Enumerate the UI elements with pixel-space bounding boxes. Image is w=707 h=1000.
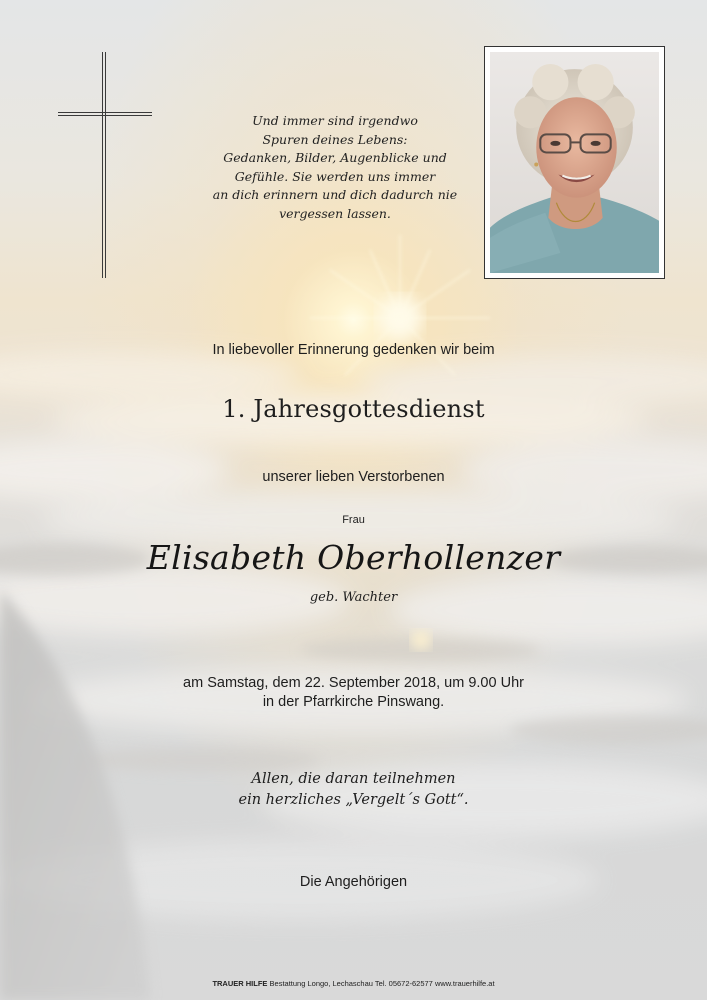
poem-line: Spuren deines Lebens: <box>262 131 408 147</box>
portrait-photo <box>490 52 659 273</box>
memorial-intro: In liebevoller Erinnerung gedenken wir beim <box>212 342 495 358</box>
maiden-name: geb. Wachter <box>309 590 398 605</box>
footer-brand: TRAUER HILFE <box>212 979 268 988</box>
service-title: 1. Jahresgottesdienst <box>222 395 485 423</box>
footer <box>0 979 707 988</box>
service-place: in der Pfarrkirche Pinswang. <box>262 694 445 710</box>
signed-by: Die Angehörigen <box>299 874 408 890</box>
service-date: am Samstag, dem 22. September 2018, um 9.00 Uhr <box>183 675 524 691</box>
thanks-line-2: ein herzliches „Vergelt´s Gott“. <box>238 792 469 808</box>
deceased-name: Elisabeth Oberhollenzer <box>146 538 561 577</box>
memorial-poem <box>190 112 480 223</box>
footer-details: Bestattung Longo, Lechaschau Tel. 05672-62577 www.trauerhilfe.at <box>269 979 495 988</box>
poem-line: Gedanken, Bilder, Augenblicke und <box>223 150 447 165</box>
cross-icon <box>58 52 152 278</box>
poem-line: an dich erinnern und dich dadurch nie <box>212 187 458 202</box>
beloved-line: unserer lieben Verstorbenen <box>262 469 445 485</box>
poem-line: Gefühle. Sie werden uns immer <box>234 168 436 184</box>
poem-line: Und immer sind irgendwo <box>252 113 418 128</box>
salutation: Frau <box>342 514 365 526</box>
poem-line: vergessen lassen. <box>279 205 391 221</box>
thanks-line-1: Allen, die daran teilnehmen <box>251 771 456 787</box>
portrait-frame <box>484 46 665 279</box>
